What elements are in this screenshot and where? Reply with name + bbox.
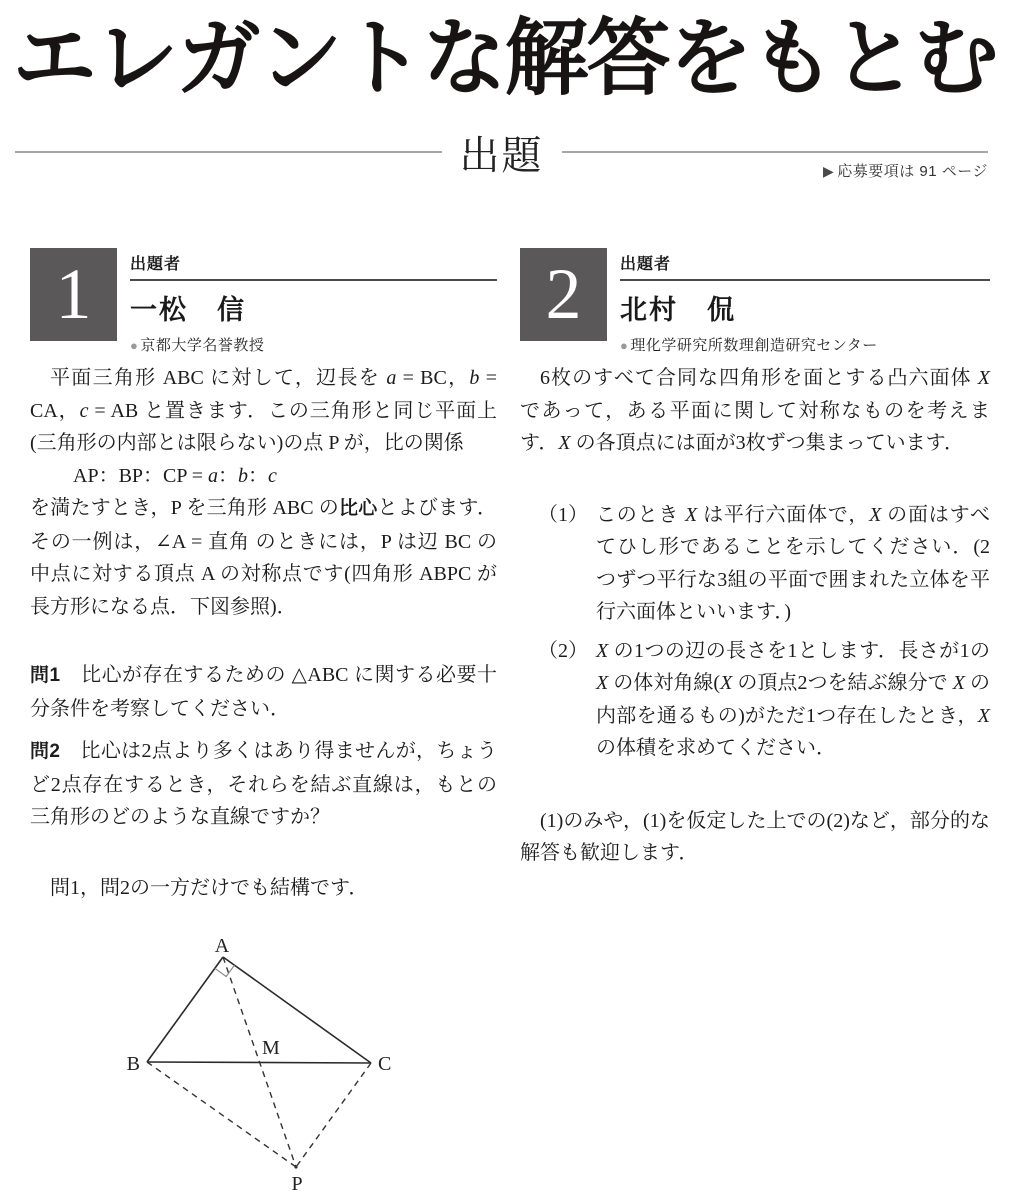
problem-2-body <box>520 362 990 870</box>
midpoint-label-M: M <box>262 1037 280 1059</box>
vertex-label-B: B <box>126 1053 140 1075</box>
problem-1-section <box>30 248 497 904</box>
item-2-marker: （2） <box>538 639 588 662</box>
vertex-label-C: C <box>378 1053 392 1075</box>
dashed-BP <box>147 1062 296 1167</box>
heading-rule-left <box>15 151 442 153</box>
page-title: エレガントな解答をもとむ <box>12 13 997 106</box>
setter-affiliation-text: 理化学研究所数理創造研究センター <box>630 337 878 354</box>
setter-name: 一松 信 <box>130 295 246 325</box>
problem-2-item-1 <box>520 499 990 629</box>
problem-2-header <box>520 248 990 354</box>
problem-1-body <box>30 362 497 904</box>
setter-affiliation <box>620 334 990 355</box>
problem-2-section <box>520 248 990 870</box>
vertex-label-P: P <box>291 1173 303 1195</box>
item-1-marker: （1） <box>538 503 588 526</box>
problem-1-setter-block <box>130 248 497 354</box>
point-P-dot <box>294 1165 297 1168</box>
setter-label: 出題者 <box>130 256 182 273</box>
problem-1-paragraph-2: を満たすとき，P を三角形 ABC の比心とよびます．その一例は，∠A = 直角 のときには，P は辺 BC の中点に対する頂点 A の対称点です(四角形 ABPC が長方形になる点．下図参照)． <box>30 497 497 618</box>
problem-2-setter-block <box>620 248 990 354</box>
problem-1-closing: 問1，問2の一方だけでも結構です． <box>50 876 369 899</box>
heading-rule-right <box>562 151 989 153</box>
setter-rule <box>130 279 497 281</box>
problem-2-item-2 <box>520 635 990 765</box>
problem-2-number-badge: 2 <box>520 248 607 341</box>
triangle-right-icon: ▶ <box>822 163 835 179</box>
edge-AB <box>147 957 223 1062</box>
item-2-text: X の1つの辺の長さを1とします．長さが1の X の体対角線(X の頂点2つを結ぶ線分で X の内部を通るもの)がただ1つ存在したとき，X の体積を求めてください． <box>596 639 991 759</box>
problem-2-closing: (1)のみや，(1)を仮定した上での(2)など，部分的な解答も歓迎します． <box>520 809 990 864</box>
setter-affiliation <box>130 334 497 355</box>
vertex-label-A: A <box>214 935 230 957</box>
problem-1-question-2: 問2 比心は2点より多くはあり得ませんが，ちょうど2点存在するとき，それらを結ぶ直線は，もとの三角形のどのような直線ですか？ <box>30 740 497 828</box>
bullet-icon: ● <box>130 338 139 353</box>
problem-2-paragraph-1: 6枚のすべて合同な四角形を面とする凸六面体 X であって，ある平面に関して対称なものを考えます．X の各頂点には面が3枚ずつ集まっています． <box>520 367 990 454</box>
setter-label: 出題者 <box>620 256 672 273</box>
problem-1-header <box>30 248 497 354</box>
setter-name: 北村 侃 <box>620 295 736 325</box>
item-1-text: このとき X は平行六面体で，X の面はすべてひし形であることを示してください．(2つずつ平行な3組の平面で囲まれた立体を平行六面体といいます．) <box>596 503 990 623</box>
problem-1-paragraph-1: 平面三角形 ABC に対して，辺長を a = BC，b = CA，c = AB と置きます．この三角形と同じ平面上(三角形の内部とは限らない)の点 P が，比の関係 <box>30 367 497 454</box>
bullet-icon: ● <box>620 338 629 353</box>
application-note-text: 応募要項は 91 ページ <box>837 163 988 180</box>
edge-AC <box>223 957 371 1063</box>
problem-1-question-1: 問1 比心が存在するための △ABC に関する必要十分条件を考察してください． <box>30 664 497 720</box>
setter-affiliation-text: 京都大学名誉教授 <box>140 337 265 354</box>
right-angle-mark <box>215 965 235 976</box>
triangle-figure <box>95 935 425 1200</box>
setter-rule <box>620 279 990 281</box>
application-note <box>823 160 988 181</box>
ratio-formula: AP：BP：CP = a：b：c <box>73 464 277 487</box>
section-heading: 出題 <box>459 132 544 178</box>
dashed-CP <box>296 1063 371 1167</box>
problem-1-number-badge: 1 <box>30 248 117 341</box>
